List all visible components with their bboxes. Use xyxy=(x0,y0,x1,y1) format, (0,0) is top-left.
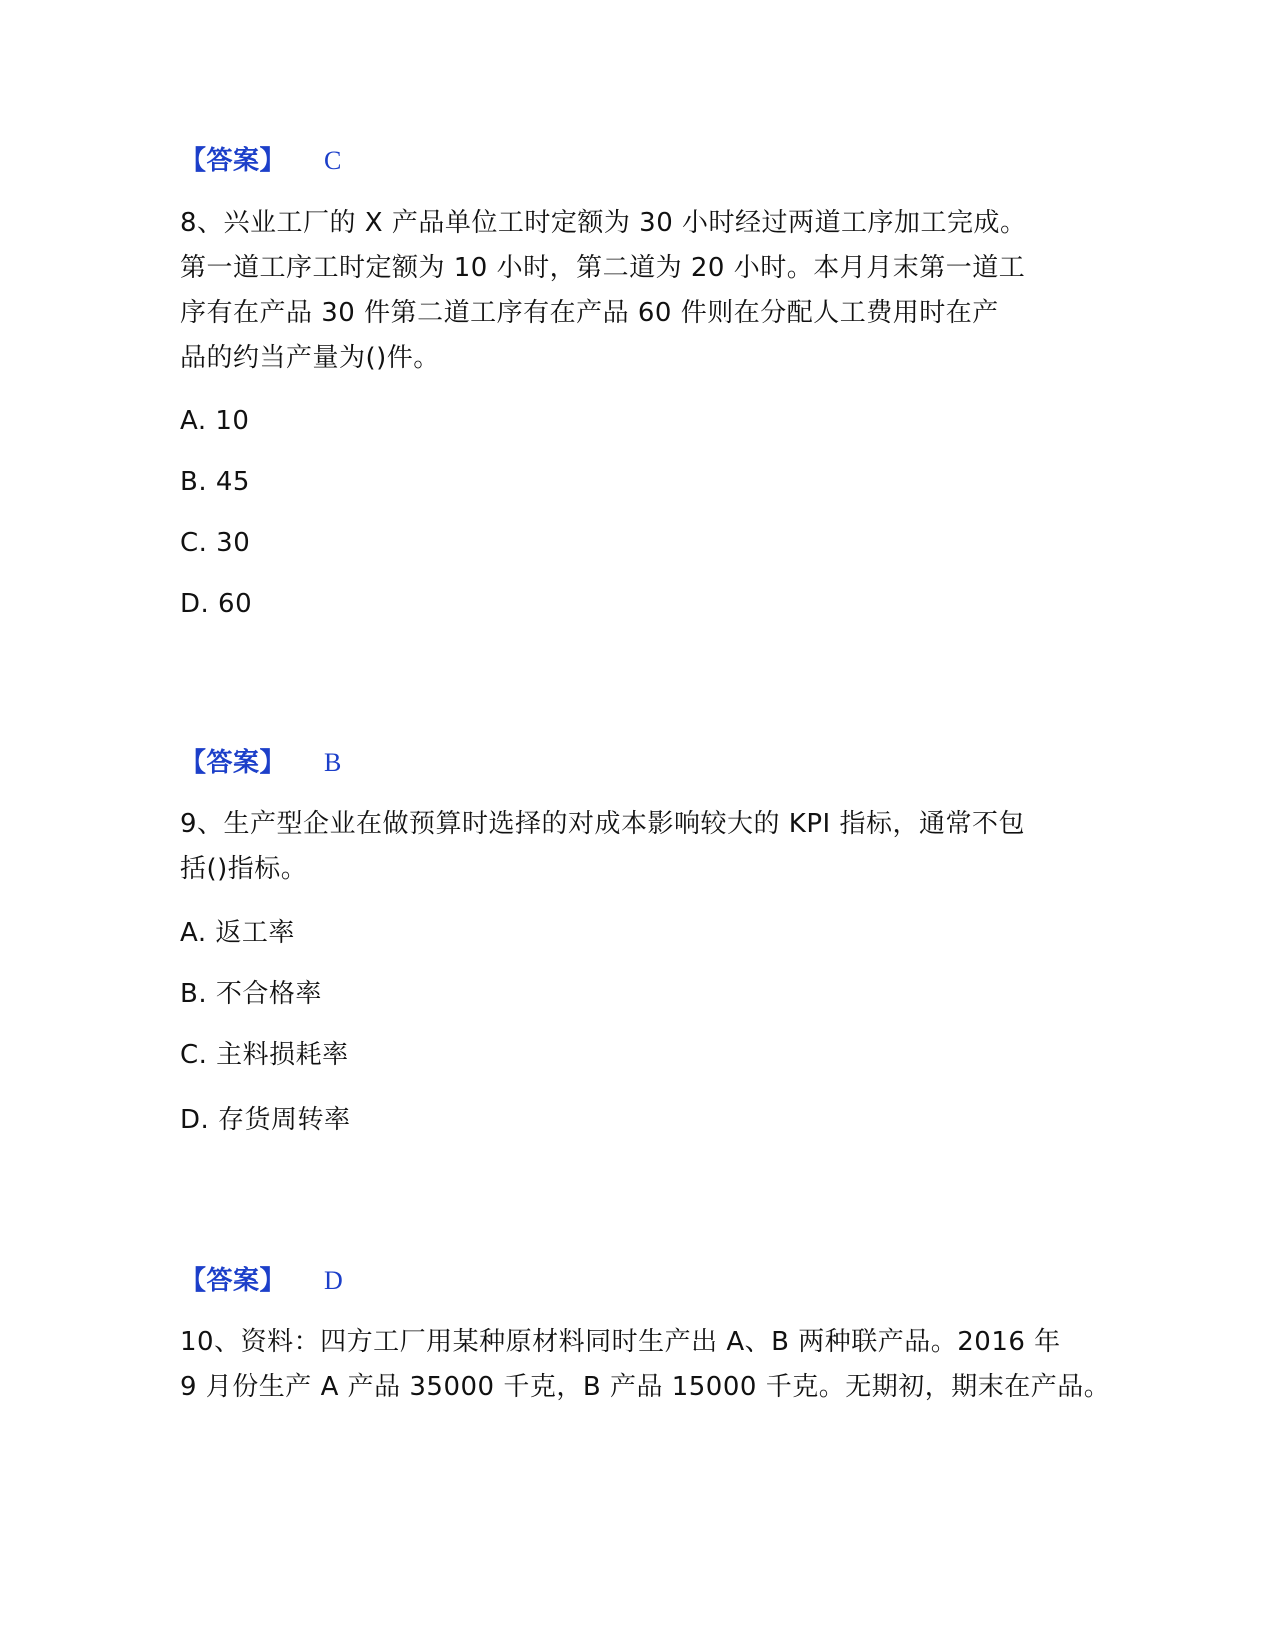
question-line: 括()指标。 xyxy=(180,854,308,884)
option-a: A. 10 xyxy=(180,406,250,436)
option-c: C. 主料损耗率 xyxy=(180,1040,349,1070)
question-line: 10、资料：四方工厂用某种原材料同时生产出 A、B 两种联产品。2016 年 xyxy=(180,1327,1061,1357)
question-line: 8、兴业工厂的 X 产品单位工时定额为 30 小时经过两道工序加工完成。 xyxy=(180,208,1027,238)
answer-label-q9 xyxy=(180,1264,343,1298)
option-d: D. 60 xyxy=(180,589,253,619)
answer-bracket: 【答案】 xyxy=(180,748,287,778)
option-a: A. 返工率 xyxy=(180,918,295,948)
answer-value: B xyxy=(324,748,342,777)
question-line: 序有在产品 30 件第二道工序有在产品 60 件则在分配人工费用时在产 xyxy=(180,298,999,328)
option-b: B. 不合格率 xyxy=(180,979,322,1009)
answer-bracket: 【答案】 xyxy=(180,1266,287,1296)
question-line: 品的约当产量为()件。 xyxy=(180,343,440,373)
option-d: D. 存货周转率 xyxy=(180,1105,351,1135)
answer-value: D xyxy=(324,1266,344,1295)
question-line: 9、生产型企业在做预算时选择的对成本影响较大的 KPI 指标，通常不包 xyxy=(180,809,1025,839)
answer-value: C xyxy=(324,146,342,175)
answer-label-q7 xyxy=(180,144,342,178)
answer-label-q8 xyxy=(180,746,342,780)
question-line: 第一道工序工时定额为 10 小时，第二道为 20 小时。本月月末第一道工 xyxy=(180,253,1026,283)
option-b: B. 45 xyxy=(180,467,250,497)
option-c: C. 30 xyxy=(180,528,251,558)
answer-bracket: 【答案】 xyxy=(180,146,287,176)
question-line: 9 月份生产 A 产品 35000 千克，B 产品 15000 千克。无期初，期末在产品。 xyxy=(180,1372,1111,1402)
